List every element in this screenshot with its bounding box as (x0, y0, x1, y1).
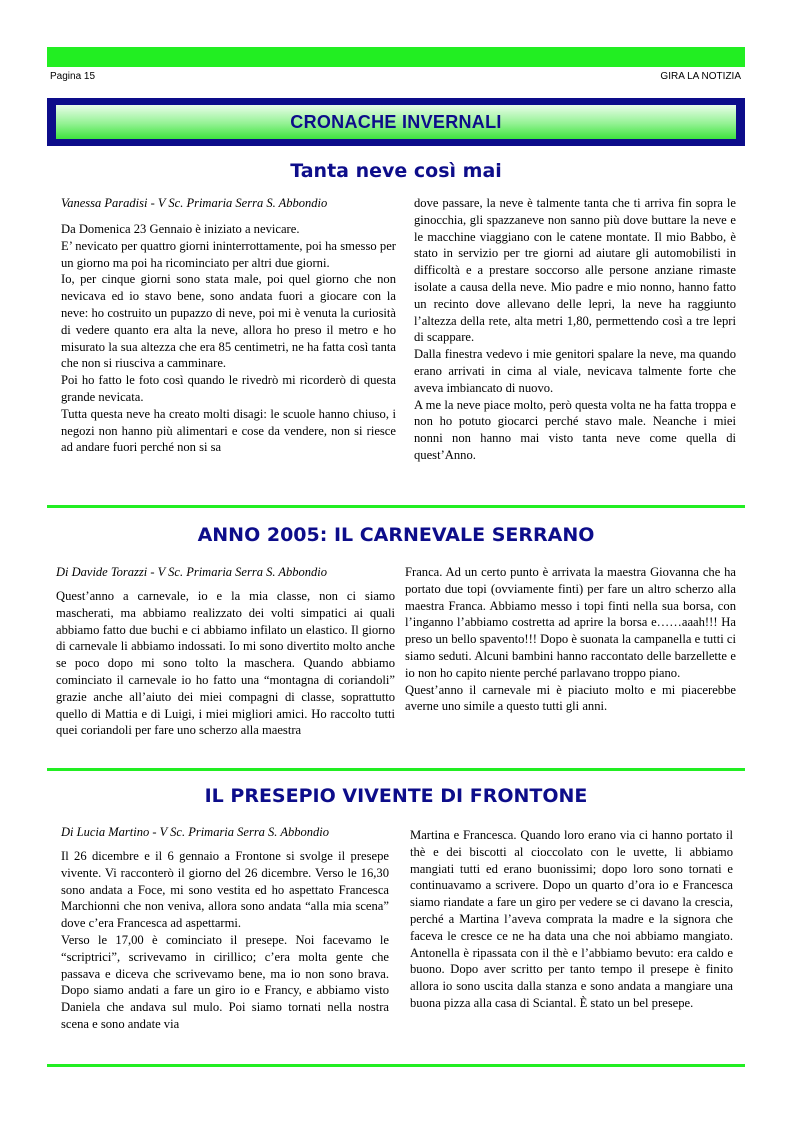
article-author-neve: Vanessa Paradisi - V Sc. Primaria Serra S. Abbondio (61, 196, 328, 210)
article-author-presepio: Di Lucia Martino - V Sc. Primaria Serra S. Abbondio (61, 825, 329, 839)
paragraph: Poi ho fatto le foto così quando le rivedrò mi ricorderò di questa grande nevicata. (61, 373, 396, 404)
paragraph: Verso le 17,00 è cominciato il presepe. Noi facevamo le “scriptrici”, scrivevamo in cirillico; c’era molta gente che passava e diceva che scrivevamo bene, ma io non sono brava. Dopo siamo andati a fare un giro io e Francy, e abbiamo visto Daniela che andava sul mulo. Poi siamo tornati nella nostra scena e sono andate via (61, 932, 389, 1031)
paragraph: Quest’anno a carnevale, io e la mia classe, non ci siamo mascherati, ma abbiamo realizzato dei volti simpatici ai quali abbiamo fatto due buchi e ci abbiamo infilato un elastico. Il giorno di carnevale li abbiamo indossati. Io mi sono divertito molto anche se poco dopo mi sono tolto la maschera. Quando abbiamo cominciato il carnevale io ho fatto una “montagna di coriandoli” grazie anche all’aiuto dei miei compagni di classe, soprattutto quello di Mattia e di Luigi, i miei migliori amici. Ho raccolto tutti quei coriandoli per fare uno scherzo alla maestra (56, 589, 395, 738)
paragraph: dove passare, la neve è talmente tanta che ti arriva fin sopra le ginocchia, gli spazzaneve non sanno più dove buttare la neve e le macchine viaggiano con le catene montate. Il mio Babbo, è stato in servizio per tre giorni ad aiutare gli automobilisti in difficoltà e a prestare soccorso alle persone anziane rimaste isolate a causa della neve. Mio padre e mio nonno, hanno fatto un recinto dove allevano delle lepri, la neve ha raggiunto l’altezza della rete, alta metri 1,80, permettendo così a tre lepri di scappare. (414, 196, 736, 345)
section-banner (47, 98, 745, 146)
article-title-carnevale: ANNO 2005: IL CARNEVALE SERRANO (197, 524, 595, 546)
article-title-presepio: IL PRESEPIO VIVENTE DI FRONTONE (204, 785, 588, 807)
publication-name: GIRA LA NOTIZIA (660, 71, 741, 82)
section-divider (47, 768, 745, 771)
paragraph: A me la neve piace molto, però questa volta ne ha fatta troppa e non ho potuto giocarci perché stavo male. Neanche i miei nonni non hanno mai visto tanta neve come quella di quest’Anno. (414, 397, 736, 462)
article-title-neve: Tanta neve così mai (290, 160, 502, 182)
top-color-bar (47, 47, 745, 67)
paragraph: E’ nevicato per quattro giorni ininterrottamente, poi ha smesso per un giorno ma poi ha ricominciato per altri due giorni. (61, 238, 396, 270)
article-presepio-column-left (61, 848, 389, 1033)
section-divider (47, 505, 745, 508)
page-number: Pagina 15 (50, 71, 96, 82)
paragraph: Da Domenica 23 Gennaio è iniziato a nevicare. (61, 222, 300, 236)
article-carnevale-column-left (56, 588, 395, 739)
article-author-carnevale: Di Davide Torazzi - V Sc. Primaria Serra S. Abbondio (56, 565, 327, 579)
section-divider (47, 1064, 745, 1067)
article-presepio-column-right (410, 827, 733, 1012)
article-neve-column-left (61, 221, 396, 456)
paragraph: Tutta questa neve ha creato molti disagi: le scuole hanno chiuso, i negozi non hanno più alimentari e cose da vendere, non si riesce ad andare fuori perché non si sa (61, 406, 396, 455)
paragraph: Il 26 dicembre e il 6 gennaio a Frontone si svolge il presepe vivente. Vi racconterò il giorno del 26 dicembre. Verso le 16,30 sono andata a Foce, mi sono vestita ed ho aspettato Francesca Marchionni che non veniva, allora sono andata “alla mia scena” dove c’era Francesca ad aspettarmi. (61, 849, 389, 931)
paragraph: Martina e Francesca. Quando loro erano via ci hanno portato il thè e dei biscotti al cioccolato con le uvette, li abbiamo mangiati tutti ed erano buonissimi; dopo loro sono tornati e continuavamo a scrivere. Dopo un quarto d’ora io e Francesca siamo riandate a fare un giro per vedere se ci davano la crescia, perché a Martina l’aveva comprata la madre e la signora che faceva le cresce ce ne ha data una che noi abbiamo mangiato. Antonella è ripassata con il thè e l’abbiamo bevuto: era caldo e buono. Dopo aver scritto per tanto tempo il presepe è finito allora io sono uscita dalla stanza e sono andata a mangiare una buona pizza alla casa di Sciantal. È stato un bel presepe. (410, 828, 733, 1010)
section-banner-inner (56, 105, 736, 139)
paragraph: Quest’anno il carnevale mi è piaciuto molto e mi piacerebbe averne uno simile a questo tutti gli anni. (405, 682, 736, 714)
paragraph: Io, per cinque giorni sono stata male, poi quel giorno che non nevicava ed io stavo bene, sono andata fuori a giocare con la neve: ho costruito un pupazzo di neve, poi mi è venuta la curiosità di vedere quanto era alta la neve, allora ho preso il metro e ho misurato la sua altezza che era 85 centimetri, ne ha fatta così tanta che non si riusciva a camminare. (61, 272, 396, 371)
paragraph: Dalla finestra vedevo i mie genitori spalare la neve, ma quando erano arrivati in cima al viale, nevicava talmente forte che aveva imbiancato di nuovo. (414, 347, 736, 395)
section-banner-title: CRONACHE INVERNALI (290, 111, 502, 132)
article-neve-column-right (414, 195, 736, 464)
article-carnevale-column-right (405, 564, 736, 715)
paragraph: Franca. Ad un certo punto è arrivata la maestra Giovanna che ha portato due topi (ovviamente finti) per fare un altro scherzo alla maestra Franca. Abbiamo messo i topi finti nella sua borsa, con l’inganno l’abbiamo costretta ad aprire la borsa e……aaah!!! Ha preso un bello spavento!!! Dopo è suonata la campanella e tutti ci siamo seduti. Alcuni bambini hanno raccontato delle barzellette e io non ho capito niente perché parlavano troppo piano. (405, 565, 736, 680)
